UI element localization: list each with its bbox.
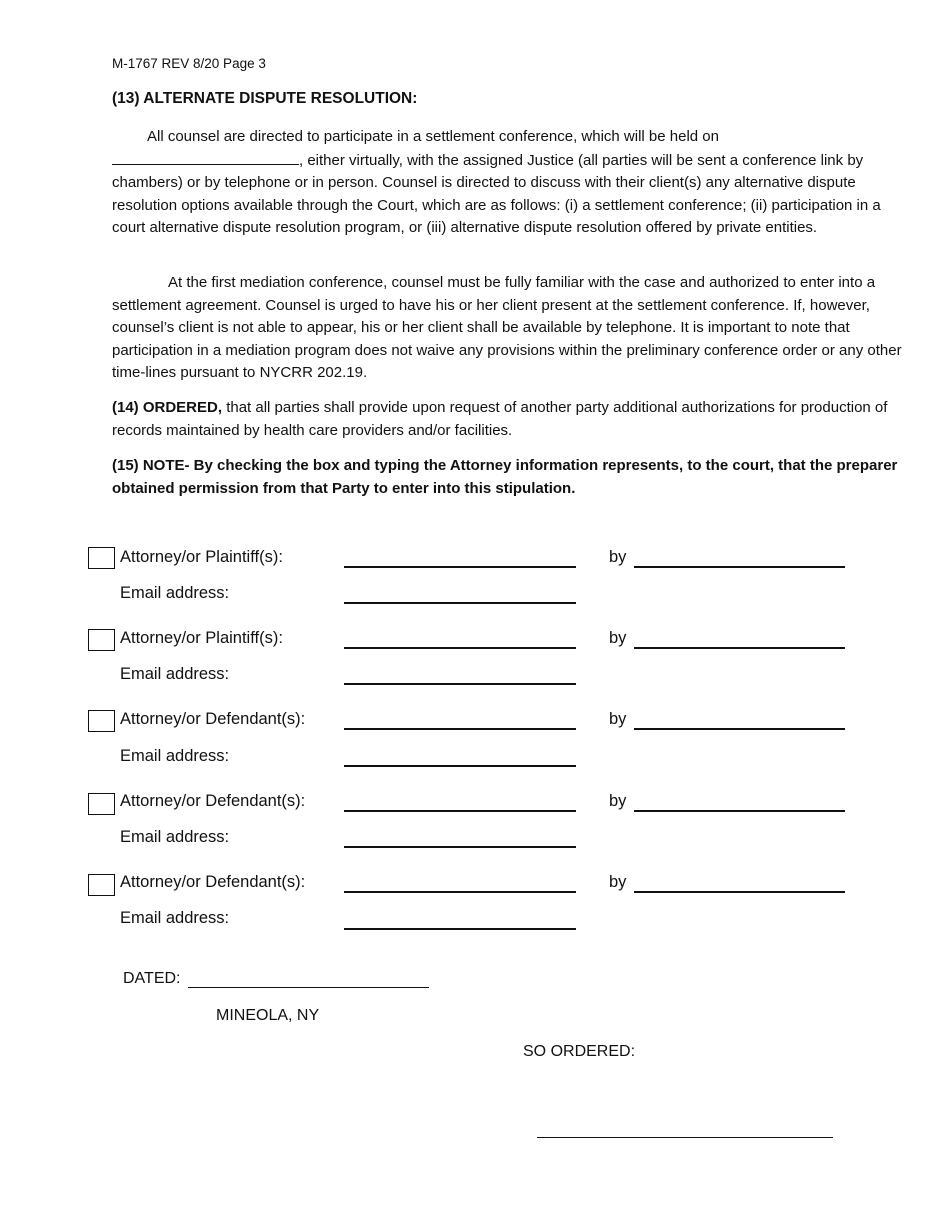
email-field[interactable] <box>344 846 576 848</box>
email-label: Email address: <box>120 747 230 765</box>
party-checkbox[interactable] <box>88 874 115 896</box>
so-ordered-label: SO ORDERED: <box>523 1043 636 1060</box>
email-label: Email address: <box>120 909 230 927</box>
by-label: by <box>609 548 627 566</box>
by-label: by <box>609 629 627 647</box>
section-13-title: (13) ALTERNATE DISPUTE RESOLUTION: <box>112 90 418 107</box>
signature-field[interactable] <box>634 728 845 730</box>
signature-field[interactable] <box>634 810 845 812</box>
email-field[interactable] <box>344 928 576 930</box>
by-label: by <box>609 792 627 810</box>
adr-text-after: , either virtually, with the assigned Justice (all parties will be sent a conference link by chambers) or by telephone or in person. Counsel is directed to discuss with their client(s) any alternative dispute resolution options available through the Court, which are as follows: (i) a settlement conference; (ii) participation in a court alternative dispute resolution program, or (iii) alternative dispute resolution offered by private entities. <box>112 151 881 236</box>
party-label: Attorney/or Defendant(s): <box>120 710 306 728</box>
email-label: Email address: <box>120 665 230 683</box>
mediation-paragraph: At the first mediation conference, counsel must be fully familiar with the case and authorized to enter into a settlement agreement. Counsel is urged to have his or her client present at the settlement conference. If, however, counsel’s client is not able to appear, his or her client shall be available by telephone. It is important to note that participation in a mediation program does not waive any provisions within the preliminary conference order or any other time-lines pursuant to NYCRR 202.19. <box>112 274 902 381</box>
adr-paragraph <box>112 126 904 240</box>
party-name-field[interactable] <box>344 647 576 649</box>
section-14-paragraph <box>112 397 904 442</box>
email-label: Email address: <box>120 828 230 846</box>
date-field[interactable] <box>188 987 429 988</box>
conference-date-field[interactable] <box>112 149 299 165</box>
party-checkbox[interactable] <box>88 629 115 651</box>
by-label: by <box>609 873 627 891</box>
form-id: M-1767 REV 8/20 Page 3 <box>112 56 266 71</box>
section-15-note: (15) NOTE- By checking the box and typing the Attorney information represents, to the court, that the preparer obtained permission from that Party to enter into this stipulation. <box>112 457 898 497</box>
party-name-field[interactable] <box>344 566 576 568</box>
party-label: Attorney/or Plaintiff(s): <box>120 629 283 647</box>
party-name-field[interactable] <box>344 728 576 730</box>
dated-label: DATED: <box>123 970 181 987</box>
by-label: by <box>609 710 627 728</box>
judge-signature-field[interactable] <box>537 1137 833 1138</box>
party-label: Attorney/or Plaintiff(s): <box>120 548 283 566</box>
email-label: Email address: <box>120 584 230 602</box>
section-14-label: (14) ORDERED, <box>112 399 223 416</box>
email-field[interactable] <box>344 602 576 604</box>
party-checkbox[interactable] <box>88 793 115 815</box>
section-14-text: that all parties shall provide upon request of another party additional authorizations for production of records maintained by health care providers and/or facilities. <box>112 399 888 439</box>
party-checkbox[interactable] <box>88 710 115 732</box>
party-name-field[interactable] <box>344 891 576 893</box>
party-checkbox[interactable] <box>88 547 115 569</box>
party-name-field[interactable] <box>344 810 576 812</box>
signature-field[interactable] <box>634 566 845 568</box>
adr-text-before: All counsel are directed to participate in a settlement conference, which will be held on <box>147 128 719 145</box>
email-field[interactable] <box>344 765 576 767</box>
party-label: Attorney/or Defendant(s): <box>120 792 306 810</box>
signature-field[interactable] <box>634 647 845 649</box>
party-label: Attorney/or Defendant(s): <box>120 873 306 891</box>
location-text: MINEOLA, NY <box>216 1007 320 1024</box>
signature-field[interactable] <box>634 891 845 893</box>
email-field[interactable] <box>344 683 576 685</box>
